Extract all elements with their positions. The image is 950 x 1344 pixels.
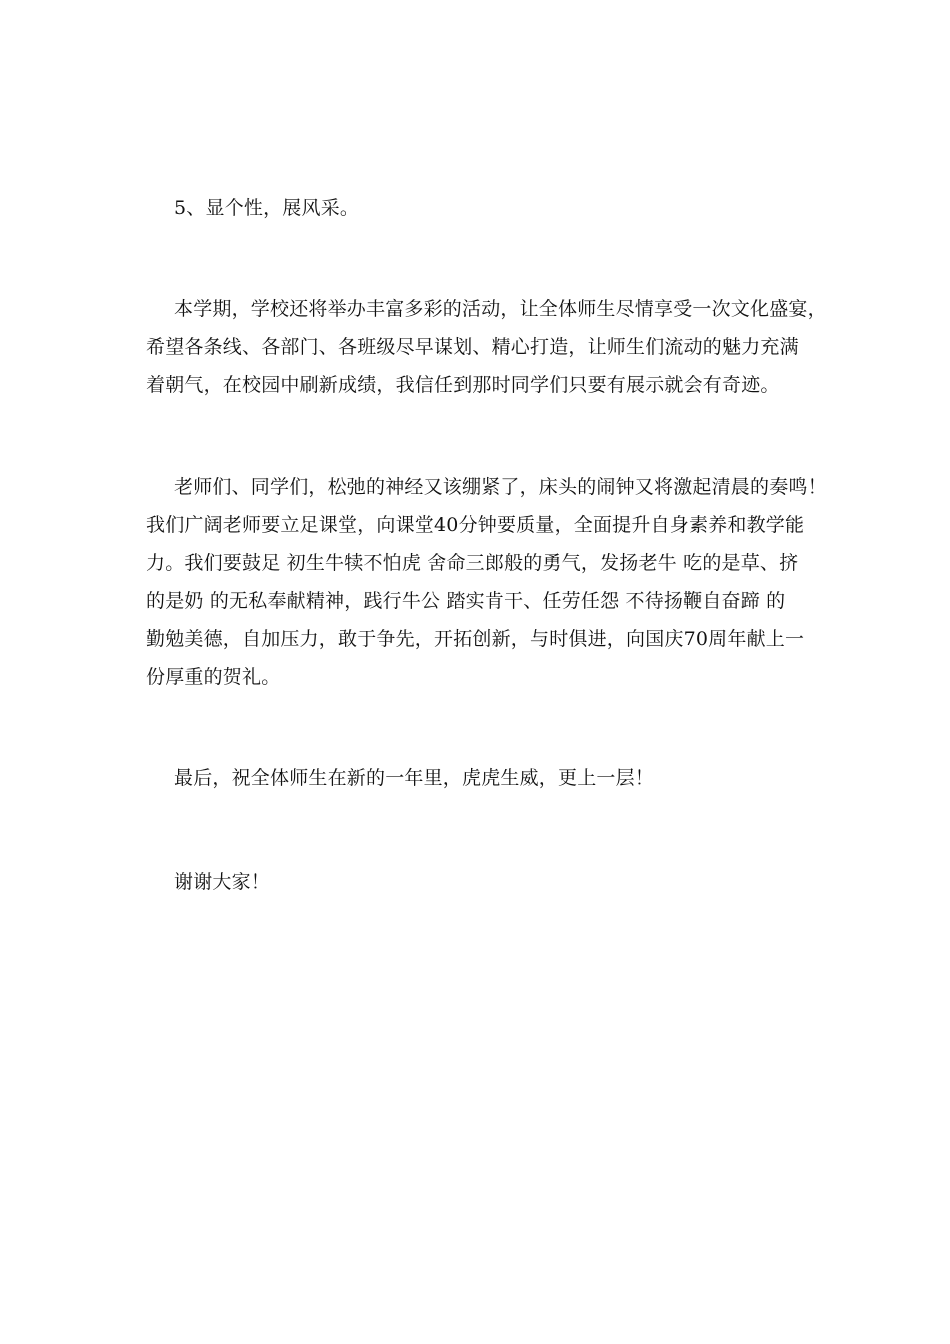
paragraph-line: 份厚重的贺礼。 [146,666,281,688]
paragraph-line: 着朝气，在校园中刷新成绩，我信任到那时同学们只要有展示就会有奇迹。 [146,374,780,396]
paragraph-line: 的是奶 的无私奉献精神，践行牛公 踏实肯干、任劳任怨 不待扬鞭自奋蹄 的 [146,590,786,612]
section-heading: 5、显个性，展风采。 [174,197,360,219]
closing-wish: 最后，祝全体师生在新的一年里，虎虎生威，更上一层！ [174,767,655,789]
paragraph-line: 我们广阔老师要立足课堂，向课堂40分钟要质量，全面提升自身素养和教学能 [146,514,805,536]
paragraph-line: 勤勉美德，自加压力，敢于争先，开拓创新，与时俱进，向国庆70周年献上一 [146,628,805,650]
paragraph-line: 力。我们要鼓足 初生牛犊不怕虎 舍命三郎般的勇气，发扬老牛 吃的是草、挤 [146,552,799,574]
thanks-line: 谢谢大家！ [174,871,271,893]
paragraph-line: 本学期，学校还将举办丰富多彩的活动，让全体师生尽情享受一次文化盛宴， [174,298,827,320]
paragraph-line: 老师们、同学们，松弛的神经又该绷紧了，床头的闹钟又将激起清晨的奏鸣！ [174,476,827,498]
paragraph-line: 希望各条线、各部门、各班级尽早谋划、精心打造，让师生们流动的魅力充满 [146,336,799,358]
